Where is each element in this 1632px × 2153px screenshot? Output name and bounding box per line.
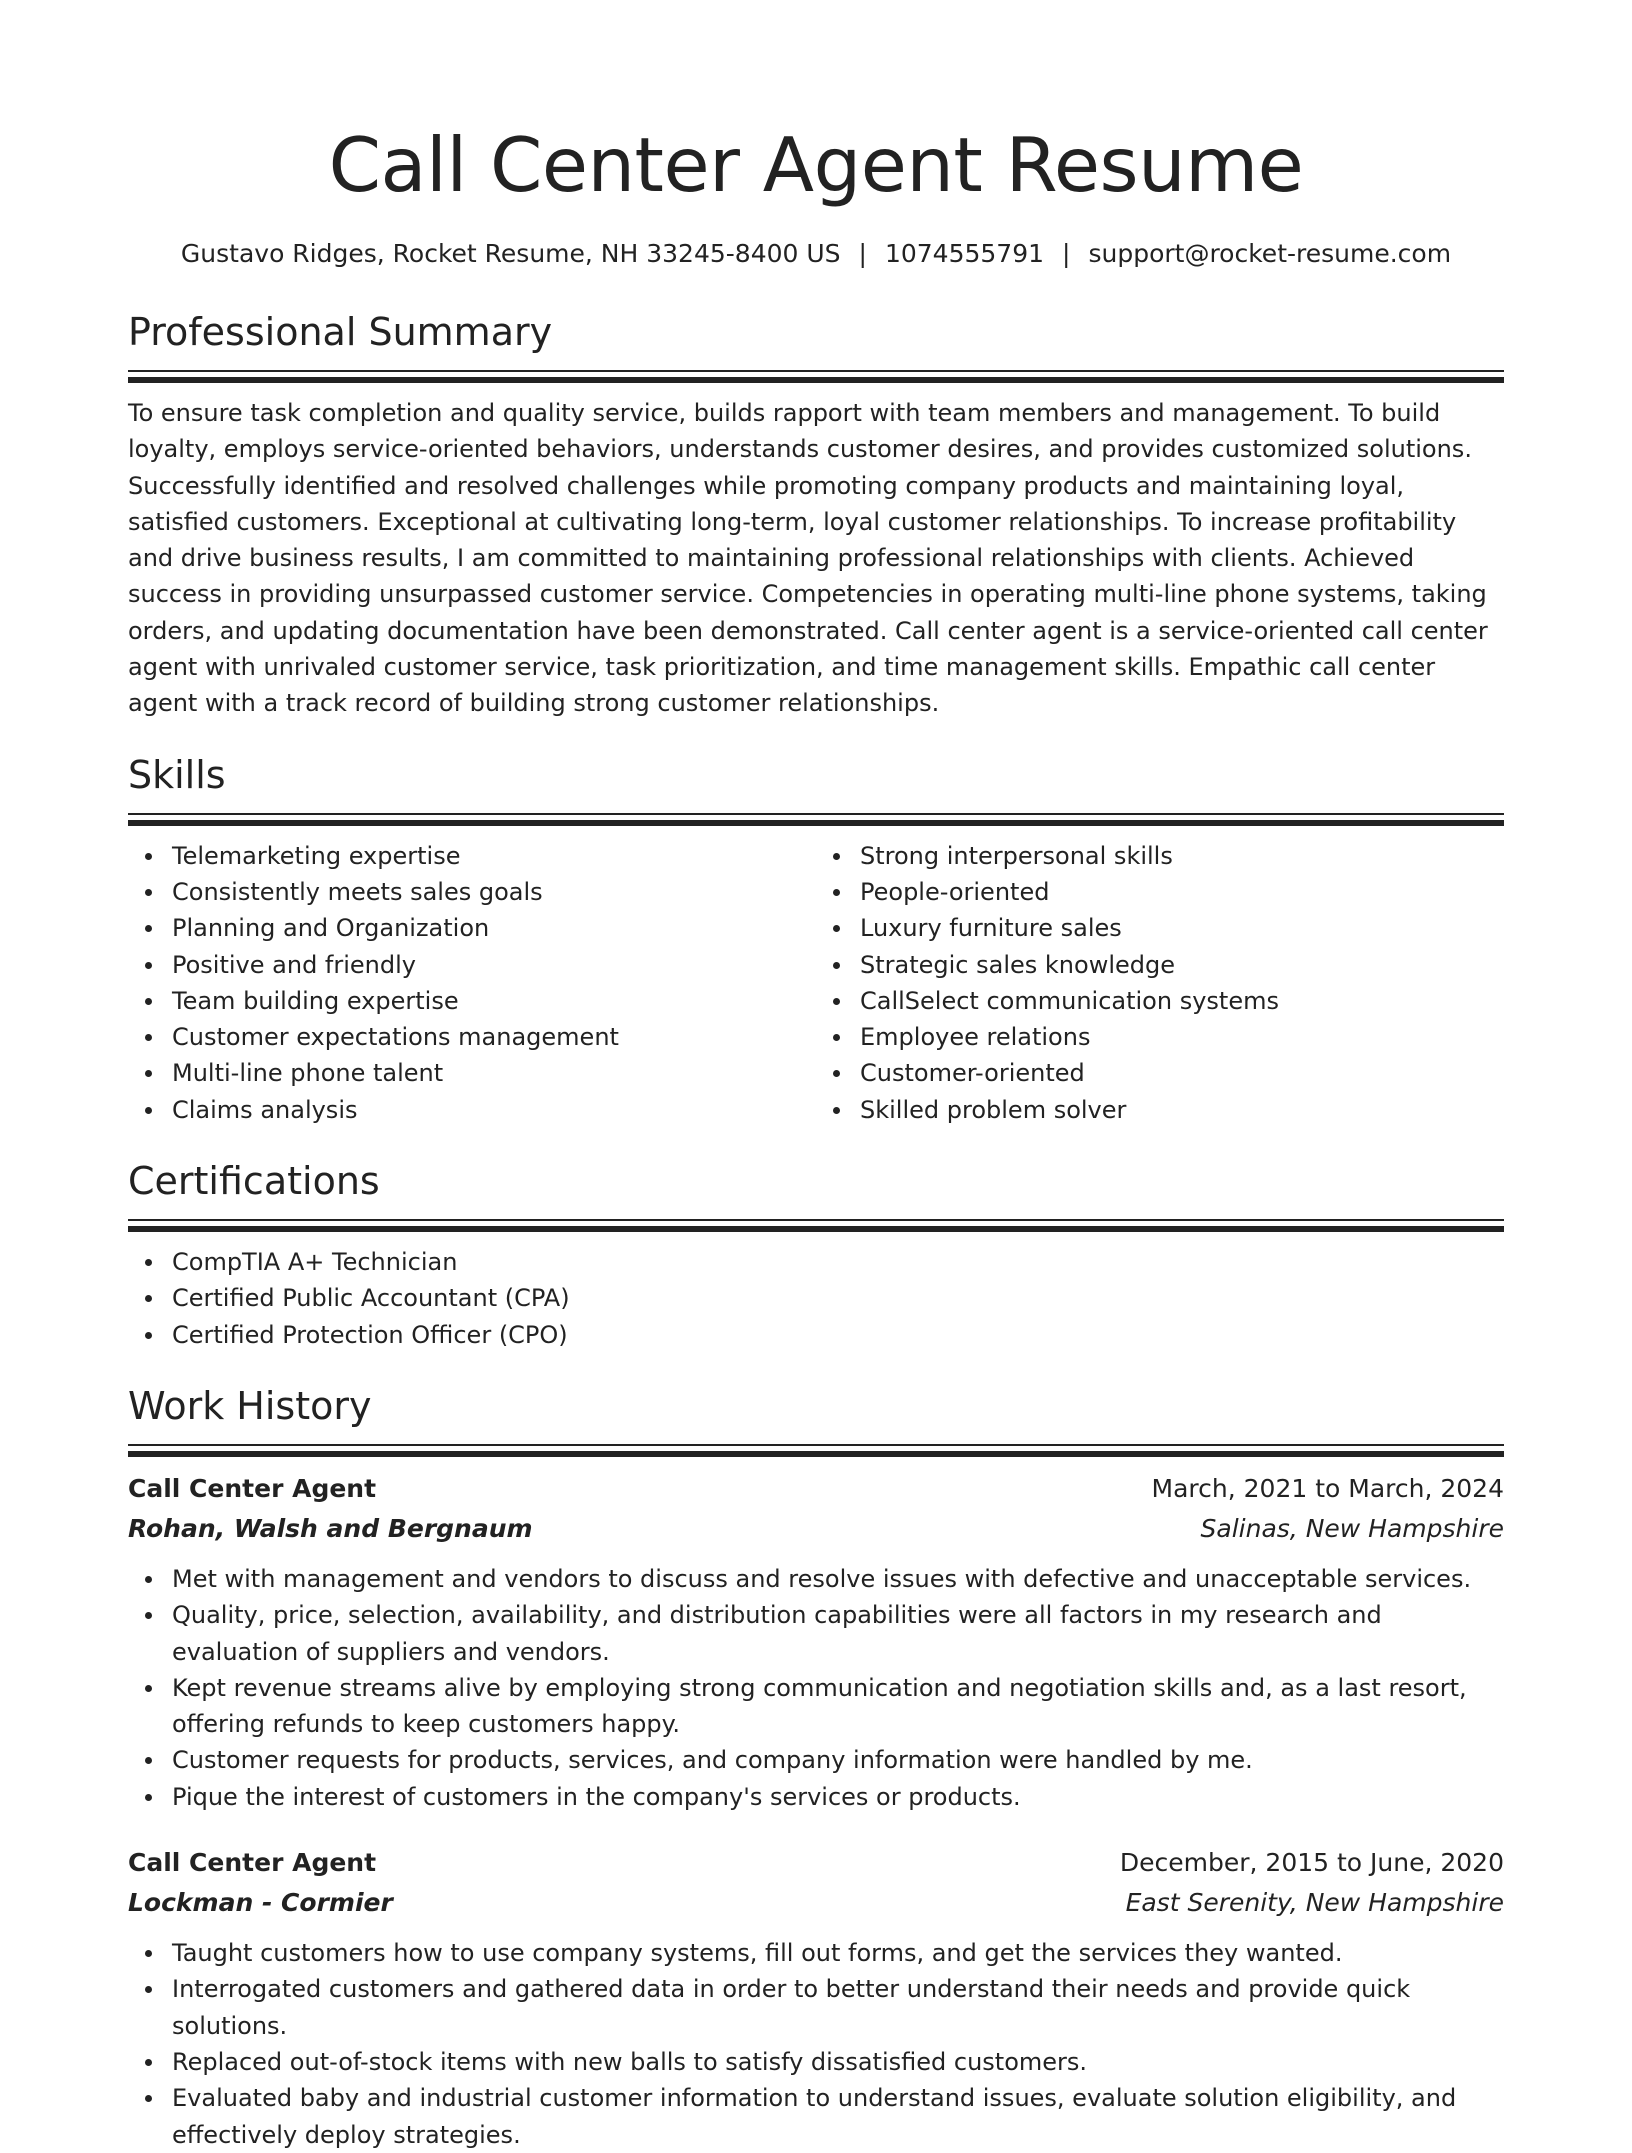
job-dates: December, 2015 to June, 2020 xyxy=(1119,1848,1504,1878)
job-duties-list xyxy=(128,1561,1504,1815)
job-company: Rohan, Walsh and Bergnaum xyxy=(128,1513,533,1543)
skill-item: Strategic sales knowledge xyxy=(860,947,1504,983)
skill-item: Customer expectations management xyxy=(172,1019,816,1055)
skill-item: CallSelect communication systems xyxy=(860,983,1504,1019)
section-divider xyxy=(128,370,1504,383)
skill-item: Luxury furniture sales xyxy=(860,910,1504,946)
section-heading-summary: Professional Summary xyxy=(128,310,553,354)
job-company: Lockman - Cormier xyxy=(128,1888,393,1918)
job-duty-item: Evaluated baby and industrial customer information to understand issues, evaluate solution eligibility, and effectively deploy strategies. xyxy=(172,2080,1504,2153)
skill-item: Planning and Organization xyxy=(172,910,816,946)
skill-item: Telemarketing expertise xyxy=(172,838,816,874)
certification-item: Certified Public Accountant (CPA) xyxy=(172,1280,1504,1316)
skill-item: People-oriented xyxy=(860,874,1504,910)
skill-item: Employee relations xyxy=(860,1019,1504,1055)
job-dates: March, 2021 to March, 2024 xyxy=(1151,1473,1504,1503)
skills-columns xyxy=(128,838,1504,1128)
skill-item: Positive and friendly xyxy=(172,947,816,983)
skills-list-right xyxy=(816,838,1504,1128)
section-divider xyxy=(128,1219,1504,1232)
contact-line xyxy=(128,236,1504,272)
contact-phone: 1074555791 xyxy=(884,239,1045,268)
section-heading-certifications: Certifications xyxy=(128,1159,380,1204)
job-subheader-row xyxy=(128,1509,1504,1549)
summary-section xyxy=(128,306,1504,722)
contact-address: Gustavo Ridges, Rocket Resume, NH 33245-8400 US xyxy=(180,239,841,268)
section-divider xyxy=(128,813,1504,826)
section-heading-skills: Skills xyxy=(128,752,226,797)
certification-item: Certified Protection Officer (CPO) xyxy=(172,1317,1504,1353)
skills-column-left xyxy=(128,838,816,1128)
skills-list-left xyxy=(128,838,816,1128)
summary-text: To ensure task completion and quality service, builds rapport with team members and management. To build loyalty, employs service-oriented behaviors, understands customer desires, and provides customized solutions. Successfully identified and resolved challenges while promoting company products and maintaining loyal, satisfied customers. Exceptional at cultivating long-term, loyal customer relationships. To increase profitability and drive business results, I am committed to maintaining professional relationships with clients. Achieved success in providing unsurpassed customer service. Competencies in operating multi-line phone systems, taking orders, and updating documentation have been demonstrated. Call center agent is a service-oriented call center agent with unrivaled customer service, task prioritization, and time management skills. Empathic call center agent with a track record of building strong customer relationships. xyxy=(128,399,1488,718)
job-title: Call Center Agent xyxy=(128,1848,377,1878)
skill-item: Customer-oriented xyxy=(860,1055,1504,1091)
skill-item: Claims analysis xyxy=(172,1092,816,1128)
contact-email[interactable]: support@rocket-resume.com xyxy=(1088,239,1452,268)
resume-title: Call Center Agent Resume xyxy=(328,121,1304,209)
job-entry xyxy=(128,1843,1504,2153)
job-title: Call Center Agent xyxy=(128,1473,377,1503)
skill-item: Skilled problem solver xyxy=(860,1092,1504,1128)
job-duties-list xyxy=(128,1935,1504,2153)
job-location: Salinas, New Hampshire xyxy=(1200,1513,1504,1543)
section-heading-work-history: Work History xyxy=(128,1383,372,1428)
skills-section xyxy=(128,749,1504,1128)
skill-item: Multi-line phone talent xyxy=(172,1055,816,1091)
job-header-row xyxy=(128,1469,1504,1509)
job-duty-item: Customer requests for products, services, and company information were handled by me. xyxy=(172,1742,1504,1778)
section-divider xyxy=(128,1444,1504,1457)
job-location: East Serenity, New Hampshire xyxy=(1125,1888,1504,1918)
skill-item: Strong interpersonal skills xyxy=(860,838,1504,874)
job-duty-item: Taught customers how to use company systems, fill out forms, and get the services they wanted. xyxy=(172,1935,1504,1971)
skill-item: Consistently meets sales goals xyxy=(172,874,816,910)
certifications-section xyxy=(128,1155,1504,1353)
certifications-list xyxy=(128,1244,1504,1353)
job-duty-item: Kept revenue streams alive by employing strong communication and negotiation skills and, as a last resort, offering refunds to keep customers happy. xyxy=(172,1670,1504,1743)
job-duty-item: Quality, price, selection, availability, and distribution capabilities were all factors in my research and evaluation of suppliers and vendors. xyxy=(172,1597,1504,1670)
job-duty-item: Replaced out-of-stock items with new balls to satisfy dissatisfied customers. xyxy=(172,2044,1504,2080)
contact-separator: | xyxy=(1062,239,1071,268)
job-duty-item: Pique the interest of customers in the company's services or products. xyxy=(172,1779,1504,1815)
contact-separator: | xyxy=(858,239,867,268)
skill-item: Team building expertise xyxy=(172,983,816,1019)
job-header-row xyxy=(128,1843,1504,1883)
work-history-section xyxy=(128,1380,1504,2153)
job-duty-item: Met with management and vendors to discuss and resolve issues with defective and unacceptable services. xyxy=(172,1561,1504,1597)
job-subheader-row xyxy=(128,1883,1504,1923)
job-entry xyxy=(128,1469,1504,1815)
certification-item: CompTIA A+ Technician xyxy=(172,1244,1504,1280)
skills-column-right xyxy=(816,838,1504,1128)
job-duty-item: Interrogated customers and gathered data in order to better understand their needs and provide quick solutions. xyxy=(172,1971,1504,2044)
